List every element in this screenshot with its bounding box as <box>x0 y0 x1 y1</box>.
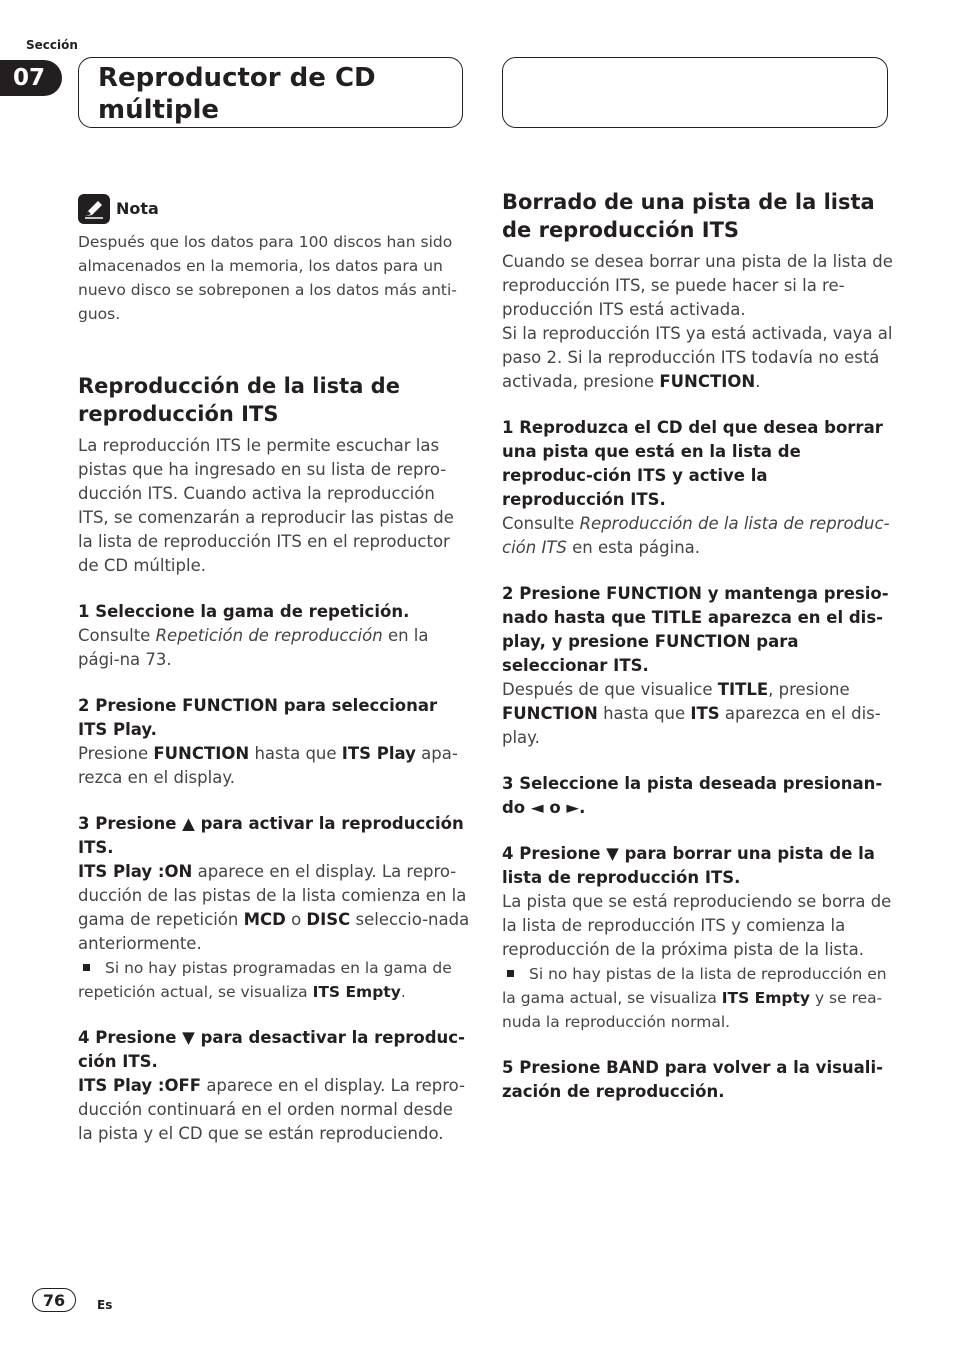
text: , presione <box>768 680 850 699</box>
text: Presione <box>78 744 154 763</box>
delete-track-intro-1: Cuando se desea borrar una pista de la lista de reproducción ITS, se puede hacer si la re-producción ITS está activada. <box>502 252 893 319</box>
text: aparezca en el dis-play. <box>502 704 881 747</box>
left-column <box>78 194 470 1146</box>
left-step-2-body <box>78 742 470 790</box>
right-step-4-title: 4 Presione ▼ para borrar una pista de la lista de reproducción ITS. <box>502 844 875 887</box>
left-step-4-body <box>78 1074 470 1146</box>
left-step-3-bullet <box>78 956 470 1004</box>
language-code: Es <box>97 1298 113 1312</box>
right-step-1-title: 1 Reproduzca el CD del que desea borrar una pista que está en la lista de reproduc-ción ITS y active la reproducción ITS. <box>502 418 883 509</box>
left-step-2-title: 2 Presione FUNCTION para seleccionar ITS Play. <box>78 696 438 739</box>
text: seleccio-nada anteriormente. <box>78 910 470 953</box>
text: y se rea-nuda la reproducción normal. <box>502 989 883 1031</box>
left-step-4-title: 4 Presione ▼ para desactivar la reproduc-ción ITS. <box>78 1028 465 1071</box>
bold-term: ITS Play :OFF <box>78 1076 202 1095</box>
bold-term: FUNCTION <box>659 372 756 391</box>
left-step-3-body <box>78 860 470 956</box>
page-number: 76 <box>32 1288 76 1312</box>
delete-track-intro-2 <box>502 322 894 394</box>
text: . <box>755 372 761 391</box>
reference-link-text: Repetición de reproducción <box>155 626 383 645</box>
right-step-4-body: La pista que se está reproduciendo se borra de la lista de reproducción ITS y comienza la reproducción de la próxima pista de la lista. <box>502 892 892 959</box>
left-step-3-title: 3 Presione ▲ para activar la reproducción ITS. <box>78 814 464 857</box>
text: aparece en el display. La repro-ducción continuará en el orden normal desde la pista y el CD que se están reproduciendo. <box>78 1076 465 1143</box>
text: aparece en el display. La repro-ducción de las pistas de la lista comienza en la gama de repetición <box>78 862 467 929</box>
bold-term: ITS Empty <box>312 983 401 1001</box>
text: Si no hay pistas de la lista de reproducción en la gama actual, se visualiza <box>502 965 887 1007</box>
pencil-note-icon <box>78 194 110 224</box>
bold-term: ITS Play :ON <box>78 862 193 881</box>
right-step-1-body <box>502 512 894 560</box>
text: Después de que visualice <box>502 680 718 699</box>
bullet-square-icon <box>83 964 90 971</box>
its-playback-intro: La reproducción ITS le permite escuchar las pistas que ha ingresado en su lista de repro-ducción ITS. Cuando activa la reproducción ITS, se comenzarán a reproducir las pistas de la lista de reproducción ITS en el reproductor de CD múltiple. <box>78 436 454 575</box>
section-number-badge: 07 <box>0 60 62 96</box>
right-step-4-bullet <box>502 962 894 1034</box>
text: Consulte <box>502 514 580 533</box>
text: Consulte <box>78 626 156 645</box>
bold-term: MCD <box>243 910 286 929</box>
right-step-5-title: 5 Presione BAND para volver a la visuali-zación de reproducción. <box>502 1058 883 1101</box>
bold-term: ITS Empty <box>721 989 811 1007</box>
bold-term: ITS <box>690 704 720 723</box>
note-label: Nota <box>116 199 159 218</box>
left-step-1-body <box>78 624 470 672</box>
page-title-line1: Reproductor de CD <box>98 63 376 93</box>
bold-term: FUNCTION <box>502 704 598 723</box>
section-heading-delete-track: Borrado de una pista de la lista de reproducción ITS <box>502 190 875 242</box>
note-header <box>78 194 470 224</box>
reference-link-text: Reproducción de la lista de reproduc-ción ITS <box>502 514 890 557</box>
bold-term: FUNCTION <box>153 744 250 763</box>
right-column <box>502 188 894 1104</box>
note-text: Después que los datos para 100 discos han sido almacenados en la memoria, los datos para un nuevo disco se sobreponen a los datos más anti-guos. <box>78 233 457 323</box>
bold-term: DISC <box>306 910 351 929</box>
bold-term: TITLE <box>717 680 769 699</box>
section-heading-its-playback: Reproducción de la lista de reproducción ITS <box>78 374 400 426</box>
right-step-2-body <box>502 678 894 750</box>
text: en la pági-na 73. <box>78 626 429 669</box>
text: Si la reproducción ITS ya está activada, vaya al paso 2. Si la reproducción ITS todavía no está activada, presione <box>502 324 893 391</box>
text: hasta que <box>249 744 342 763</box>
right-step-3-title: 3 Seleccione la pista deseada presionan-do ◄ o ►. <box>502 774 883 817</box>
text: hasta que <box>597 704 691 723</box>
page-title <box>78 57 463 128</box>
text: Si no hay pistas programadas en la gama de repetición actual, se visualiza <box>78 959 452 1001</box>
bullet-square-icon <box>507 970 514 977</box>
section-label: Sección <box>26 38 78 52</box>
text: en esta página. <box>566 538 701 557</box>
header-empty-box <box>502 57 888 128</box>
left-step-1-title: 1 Seleccione la gama de repetición. <box>78 602 410 621</box>
text: apa-rezca en el display. <box>78 744 458 787</box>
text: o <box>285 910 307 929</box>
bold-term: ITS Play <box>341 744 416 763</box>
text: . <box>400 983 406 1001</box>
right-step-2-title: 2 Presione FUNCTION y mantenga presio-nado hasta que TITLE aparezca en el dis-play, y presione FUNCTION para seleccionar ITS. <box>502 584 889 675</box>
page-title-line2: múltiple <box>98 95 220 125</box>
